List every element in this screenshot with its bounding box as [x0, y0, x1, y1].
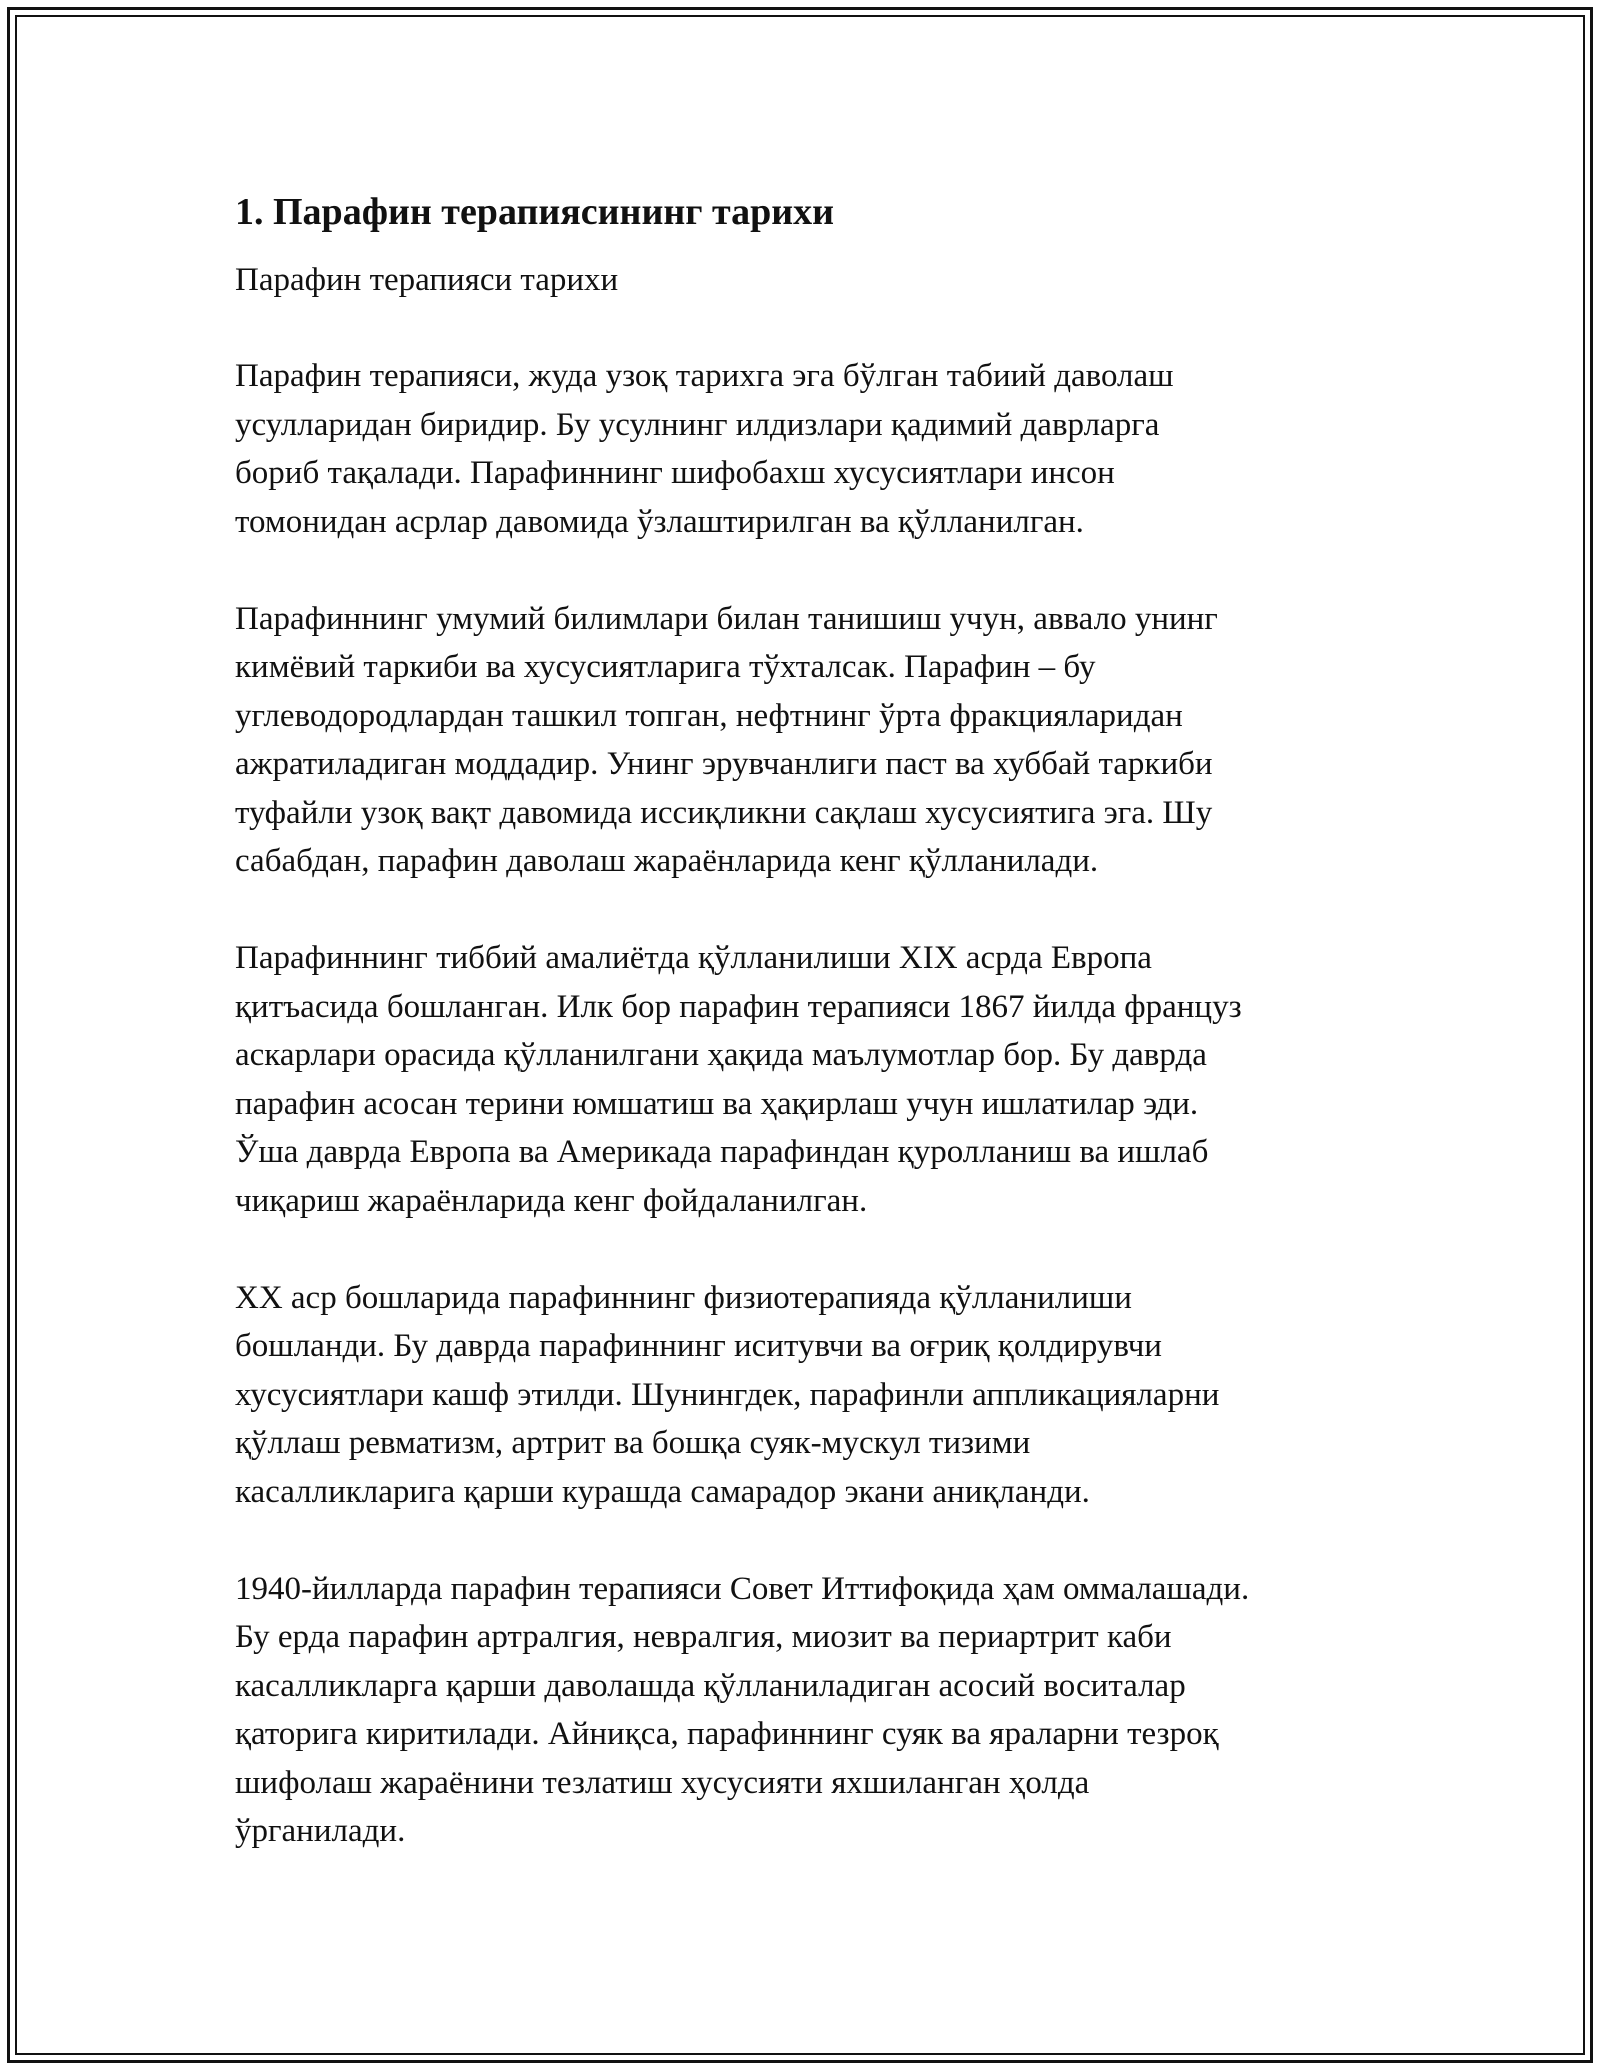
paragraph-line: касалликларга қарши даволашда қўлланиладиган асосий воситалар [235, 1667, 1186, 1704]
paragraph-line: чиқариш жараёнларида кенг фойдаланилган. [235, 1182, 868, 1219]
paragraph-line: бориб тақалади. Парафиннинг шифобахш хусусиятлари инсон [235, 455, 1115, 491]
paragraph-line: Парафиннинг умумий билимлари билан танишиш учун, аввало унинг [235, 600, 1218, 637]
paragraph-line: ажратиладиган моддадир. Унинг эрувчанлиги паст ва хуббай таркиби [235, 746, 1213, 782]
paragraph-line: кимёвий таркиби ва хусусиятларига тўхталсак. Парафин – бу [235, 649, 1096, 685]
paragraph-line: туфайли узоқ вақт давомида иссиқликни сақлаш хусусиятига эга. Шу [235, 794, 1213, 831]
document-subtitle: Парафин терапияси тарихи [235, 262, 619, 298]
paragraph-5 [235, 1565, 1395, 1856]
paragraph-line: углеводородлардан ташкил топган, нефтнинг ўрта фракцияларидан [235, 697, 1183, 734]
paragraph-3 [235, 934, 1395, 1225]
paragraph-line: 1940-йилларда парафин терапияси Совет Иттифоқида ҳам оммалашади. [235, 1570, 1250, 1607]
paragraph-line: Парафиннинг тиббий амалиётда қўлланилиши XIX асрда Европа [235, 940, 1152, 976]
paragraph-line: парафин асосан терини юмшатиш ва ҳақирлаш учун ишлатилар эди. [235, 1085, 1199, 1122]
paragraph-line: сабабдан, парафин даволаш жараёнларида кенг қўлланилади. [235, 843, 1099, 879]
paragraph-line: қитъасида бошланган. Илк бор парафин терапияси 1867 йилда француз [235, 988, 1242, 1025]
paragraph-line: касалликларига қарши курашда самарадор экани аниқланди. [235, 1473, 1090, 1510]
paragraph-line: бошланди. Бу даврда парафиннинг иситувчи ва оғриқ қолдирувчи [235, 1328, 1162, 1364]
paragraph-1 [235, 352, 1395, 546]
paragraph-line: Парафин терапияси, жуда узоқ тарихга эга бўлган табиий даволаш [235, 358, 1174, 394]
paragraph-2 [235, 595, 1395, 886]
paragraph-line: хусусиятлари кашф этилди. Шунингдек, парафинли аппликацияларни [235, 1376, 1220, 1413]
paragraph-line: Бу ерда парафин артралгия, невралгия, миозит ва периартрит каби [235, 1619, 1172, 1655]
paragraph-line: шифолаш жараёнини тезлатиш хусусияти яхшиланган ҳолда [235, 1764, 1090, 1801]
paragraph-line: ўрганилади. [235, 1813, 406, 1849]
document-body [235, 188, 1395, 1904]
paragraph-line: Ўша даврда Европа ва Америкада парафиндан қуролланиш ва ишлаб [235, 1134, 1209, 1170]
paragraph-line: томонидан асрлар давомида ўзлаштирилган ва қўлланилган. [235, 503, 1084, 540]
paragraph-line: қўллаш ревматизм, артрит ва бошқа суяк-мускул тизими [235, 1425, 1031, 1461]
paragraph-line: XX аср бошларида парафиннинг физиотерапияда қўлланилиши [235, 1279, 1132, 1316]
page-title: 1. Парафин терапиясининг тарихи [235, 191, 835, 233]
paragraph-4 [235, 1274, 1395, 1517]
paragraph-line: аскарлари орасида қўлланилгани ҳақида маълумотлар бор. Бу даврда [235, 1037, 1207, 1073]
paragraph-line: усулларидан биридир. Бу усулнинг илдизлари қадимий даврларга [235, 406, 1160, 443]
paragraph-line: қаторига киритилади. Айниқса, парафиннинг суяк ва яраларни тезроқ [235, 1716, 1219, 1752]
